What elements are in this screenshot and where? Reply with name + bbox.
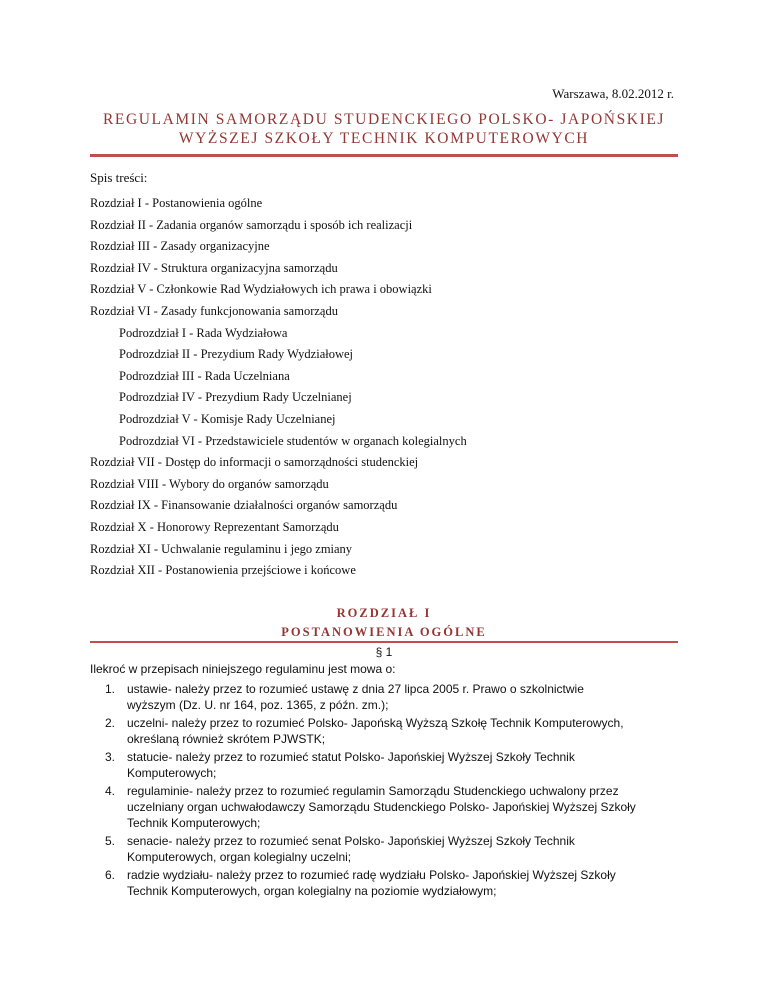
definition-item — [90, 833, 690, 865]
definitions-list — [90, 681, 690, 901]
definitions-intro: Ilekroć w przepisach niniejszego regulaminu jest mowa o: — [90, 662, 396, 676]
toc-item: Rozdział VII - Dostęp do informacji o samorządności studenckiej — [90, 455, 419, 470]
definition-text: radzie wydziału- należy przez to rozumieć radę wydziału Polsko- Japońskiej Wyższej Szkoły — [127, 868, 616, 882]
definition-text: senacie- należy przez to rozumieć senat Polsko- Japońskiej Wyższej Szkoły Technik — [127, 834, 575, 848]
definition-item — [90, 715, 690, 747]
toc-item: Rozdział I - Postanowienia ogólne — [90, 196, 263, 210]
definition-number: 1. — [105, 682, 116, 696]
definition-text: wyższym (Dz. U. nr 164, poz. 1365, z późn. zm.); — [127, 698, 389, 712]
paragraph-mark: § 1 — [375, 645, 393, 659]
definition-text: uczelni- należy przez to rozumieć Polsko- Japońską Wyższą Szkołę Technik Komputerowych, — [127, 716, 624, 730]
toc-subitem: Podrozdział I - Rada Wydziałowa — [119, 325, 288, 340]
document-title-line-1: REGULAMIN SAMORZĄDU STUDENCKIEGO POLSKO- JAPOŃSKIEJ — [102, 111, 666, 128]
definition-text: ustawie- należy przez to rozumieć ustawę z dnia 27 lipca 2005 r. Prawo o szkolnictwie — [127, 682, 584, 696]
definition-number: 6. — [105, 868, 116, 882]
definition-text: statucie- należy przez to rozumieć statut Polsko- Japońskiej Wyższej Szkoły Technik — [127, 750, 575, 764]
toc-item: Rozdział IX - Finansowanie działalności organów samorządu — [90, 498, 398, 513]
document-date: Warszawa, 8.02.2012 r. — [552, 86, 674, 101]
toc-item: Rozdział V - Członkowie Rad Wydziałowych ich prawa i obowiązki — [90, 282, 432, 297]
definition-item — [90, 681, 690, 713]
toc-item: Rozdział II - Zadania organów samorządu i sposób ich realizacji — [90, 217, 413, 232]
definition-number: 3. — [105, 750, 116, 764]
chapter-divider — [90, 641, 678, 643]
definition-text: Komputerowych, organ kolegialny uczelni; — [127, 850, 352, 864]
definition-text: Technik Komputerowych, organ kolegialny na poziomie wydziałowym; — [127, 884, 497, 898]
definition-text: regulaminie- należy przez to rozumieć regulamin Samorządu Studenckiego uchwalony przez — [127, 784, 619, 798]
chapter-number: ROZDZIAŁ I — [336, 606, 432, 620]
definition-text: Technik Komputerowych; — [127, 816, 261, 830]
document-title-line-2: WYŻSZEJ SZKOŁY TECHNIK KOMPUTEROWYCH — [178, 130, 590, 147]
toc-subitem: Podrozdział VI - Przedstawiciele studentów w organach kolegialnych — [119, 433, 467, 448]
definition-number: 4. — [105, 784, 116, 798]
toc-subitem: Podrozdział III - Rada Uczelniana — [119, 368, 290, 383]
toc-item: Rozdział VIII - Wybory do organów samorządu — [90, 476, 329, 491]
toc-item: Rozdział X - Honorowy Reprezentant Samorządu — [90, 519, 339, 534]
toc-item: Rozdział III - Zasady organizacyjne — [90, 239, 270, 254]
toc-subitem: Podrozdział IV - Prezydium Rady Uczelnianej — [119, 390, 352, 405]
definition-number: 2. — [105, 716, 116, 730]
toc-heading: Spis treści: — [90, 170, 148, 185]
definition-number: 5. — [105, 834, 116, 848]
chapter-title: POSTANOWIENIA OGÓLNE — [281, 625, 487, 639]
toc-item: Rozdział XI - Uchwalanie regulaminu i jego zmiany — [90, 541, 353, 556]
toc-subitem: Podrozdział V - Komisje Rady Uczelnianej — [119, 411, 336, 426]
document-title — [90, 110, 678, 148]
definition-text: uczelniany organ uchwałodawczy Samorządu Studenckiego Polsko- Japońskiej Wyższej Szkoły — [127, 800, 636, 814]
toc-subitem: Podrozdział II - Prezydium Rady Wydziałowej — [119, 347, 354, 362]
definition-text: Komputerowych; — [127, 766, 217, 780]
chapter-heading — [90, 604, 678, 642]
table-of-contents — [90, 193, 467, 582]
toc-item: Rozdział XII - Postanowienia przejściowe i końcowe — [90, 563, 356, 578]
definition-item — [90, 867, 690, 899]
definition-item — [90, 783, 690, 831]
toc-item: Rozdział VI - Zasady funkcjonowania samorządu — [90, 303, 338, 318]
definition-item — [90, 749, 690, 781]
toc-item: Rozdział IV - Struktura organizacyjna samorządu — [90, 260, 338, 275]
title-divider — [90, 154, 678, 157]
definition-text: określaną również skrótem PJWSTK; — [127, 732, 326, 746]
